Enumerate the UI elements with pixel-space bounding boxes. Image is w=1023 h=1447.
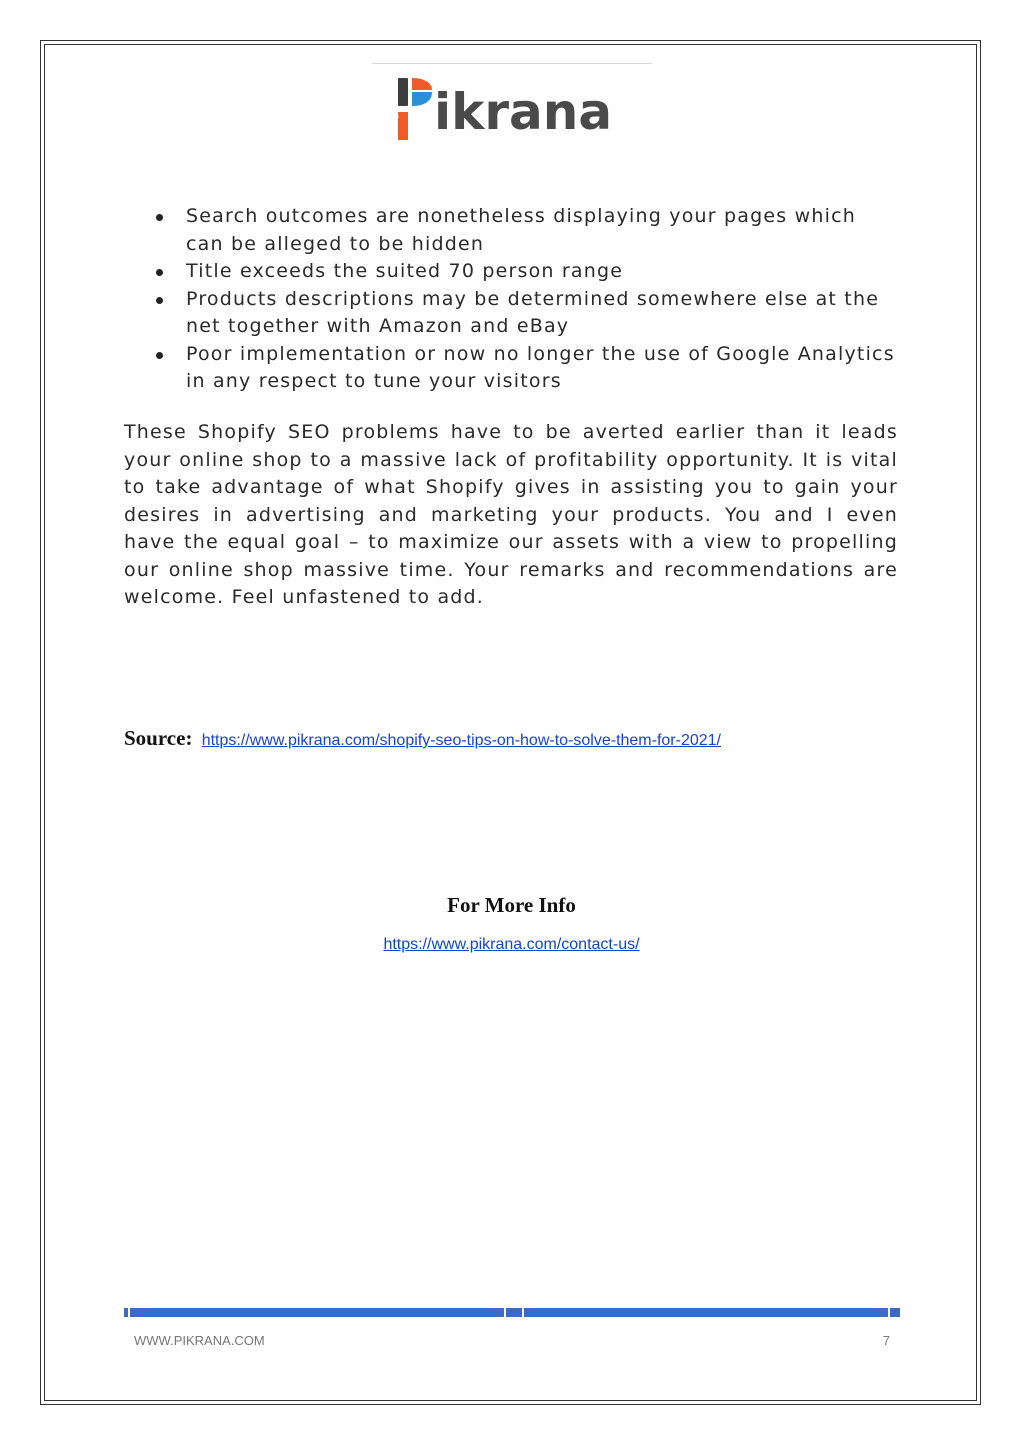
bullet-icon <box>156 352 163 359</box>
bullet-text: Title exceeds the suited 70 person range <box>186 260 624 282</box>
footer-bar-divider <box>128 1308 130 1317</box>
footer-bar-divider <box>522 1308 524 1317</box>
list-item <box>150 203 900 258</box>
list-item <box>150 258 900 286</box>
source-link[interactable]: https://www.pikrana.com/shopify-seo-tips-on-how-to-solve-them-for-2021/ <box>201 732 721 749</box>
list-item <box>150 286 900 341</box>
bullet-text: Poor implementation or now no longer the use of Google Analytics in any respect to tune your visitors <box>186 342 895 392</box>
bullet-icon <box>156 269 163 276</box>
bullet-icon <box>156 214 163 221</box>
more-info-heading: For More Info <box>447 893 576 917</box>
footer-site: WWW.PIKRANA.COM <box>134 1333 265 1348</box>
bullet-text: Products descriptions may be determined somewhere else at the net together with Amazon and eBay <box>186 287 880 337</box>
bullet-text: Search outcomes are nonetheless displaying your pages which can be alleged to be hidden <box>186 205 856 255</box>
list-item <box>150 341 900 396</box>
source-line <box>124 726 721 751</box>
pikrana-logo <box>396 74 636 146</box>
header-rule <box>372 63 652 64</box>
footer-bar-divider <box>888 1308 890 1317</box>
footer-bar <box>124 1308 900 1317</box>
body-paragraph: These Shopify SEO problems have to be averted earlier than it leads your online shop to a massive lack of profitability opportunity. It is vital to take advantage of what Shopify gives in assisting you to gain your desires in advertising and marketing your products. You and I even have the equal goal – to maximize our assets with a view to propelling our online shop massive time. Your remarks and recommendations are welcome. Feel unfastened to add. <box>124 421 898 608</box>
bullet-list <box>150 203 900 396</box>
footer-bar-divider <box>504 1308 506 1317</box>
source-label: Source: <box>124 726 193 750</box>
page-number: 7 <box>882 1333 890 1348</box>
logo-wordmark: ikrana <box>434 83 613 141</box>
contact-link[interactable]: https://www.pikrana.com/contact-us/ <box>383 936 640 953</box>
bullet-icon <box>156 297 163 304</box>
